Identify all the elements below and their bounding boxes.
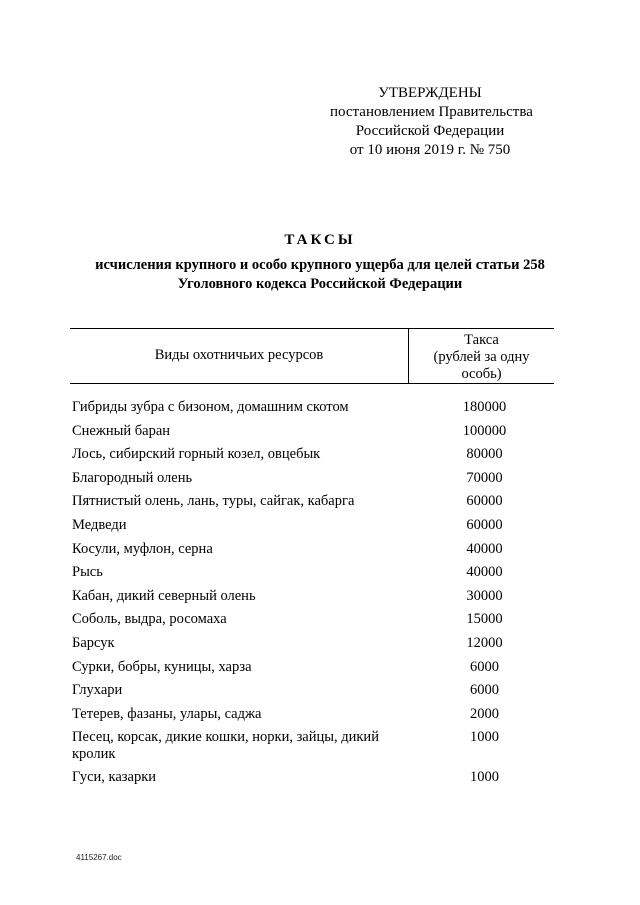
table-row xyxy=(72,517,552,541)
table-row xyxy=(72,541,552,565)
table-row xyxy=(72,493,552,517)
rate-value: 60000 xyxy=(466,516,503,533)
approval-block xyxy=(330,84,533,160)
approval-heading: УТВЕРЖДЕНЫ xyxy=(378,85,482,101)
table-row xyxy=(72,729,552,769)
header-rate-line: Такса xyxy=(464,332,499,348)
species-name: Благородный олень xyxy=(72,469,193,486)
rate-value: 100000 xyxy=(462,422,507,439)
species-name: Медведи xyxy=(72,516,127,533)
rate-value: 6000 xyxy=(470,682,499,699)
species-name: Лось, сибирский горный козел, овцебык xyxy=(72,446,321,463)
rate-value: 80000 xyxy=(466,446,503,463)
table-row xyxy=(72,399,552,423)
table-row xyxy=(72,564,552,588)
document-title: ТАКСЫ xyxy=(284,232,356,248)
table-row xyxy=(72,769,552,793)
rate-value: 70000 xyxy=(466,469,503,486)
table-row xyxy=(72,470,552,494)
species-name: Кабан, дикий северный олень xyxy=(72,587,256,604)
species-name: Сурки, бобры, куницы, харза xyxy=(72,658,252,675)
species-name: Песец, корсак, дикие кошки, норки, зайцы, дикий кролик xyxy=(72,729,379,763)
species-name: Гибриды зубра с бизоном, домашним скотом xyxy=(72,399,349,415)
approval-date: от 10 июня 2019 г. № 750 xyxy=(349,142,511,158)
species-name: Рысь xyxy=(72,564,103,581)
species-name: Снежный баран xyxy=(72,422,171,439)
table-row xyxy=(72,588,552,612)
rate-value: 40000 xyxy=(466,540,503,557)
species-name: Соболь, выдра, росомаха xyxy=(72,611,227,628)
table-body xyxy=(72,399,552,793)
species-name: Барсук xyxy=(72,634,115,651)
species-name: Гуси, казарки xyxy=(72,769,157,786)
subtitle-line: исчисления крупного и особо крупного ущерба для целей статьи 258 xyxy=(95,257,545,273)
header-rate xyxy=(409,332,554,383)
rate-value: 6000 xyxy=(470,658,499,675)
rate-value: 1000 xyxy=(470,729,499,746)
species-name: Глухари xyxy=(72,682,123,699)
rate-value: 30000 xyxy=(466,587,503,604)
document-subtitle xyxy=(60,256,580,294)
rate-value: 12000 xyxy=(466,634,503,651)
table-row xyxy=(72,446,552,470)
table-row xyxy=(72,682,552,706)
table-row xyxy=(72,635,552,659)
header-species: Виды охотничьих ресурсов xyxy=(154,347,324,363)
header-rate-line: особь) xyxy=(461,366,502,382)
species-name: Тетерев, фазаны, улары, саджа xyxy=(72,705,262,722)
rate-value: 60000 xyxy=(466,493,503,510)
table-row xyxy=(72,611,552,635)
rate-value: 40000 xyxy=(466,564,503,581)
species-name: Косули, муфлон, серна xyxy=(72,540,213,557)
rate-value: 180000 xyxy=(462,399,507,415)
table-header xyxy=(70,328,554,384)
header-rate-line: (рублей за одну xyxy=(433,349,530,365)
table-row xyxy=(72,659,552,683)
file-name: 4115267.doc xyxy=(76,853,122,862)
rate-value: 15000 xyxy=(466,611,503,628)
table-row xyxy=(72,423,552,447)
rate-value: 1000 xyxy=(470,769,499,786)
approval-line: Российской Федерации xyxy=(355,123,505,139)
approval-line: постановлением Правительства xyxy=(330,104,533,120)
subtitle-line: Уголовного кодекса Российской Федерации xyxy=(177,276,463,292)
table-row xyxy=(72,706,552,730)
species-name: Пятнистый олень, лань, туры, сайгак, кабарга xyxy=(72,493,355,510)
rate-value: 2000 xyxy=(470,705,499,722)
